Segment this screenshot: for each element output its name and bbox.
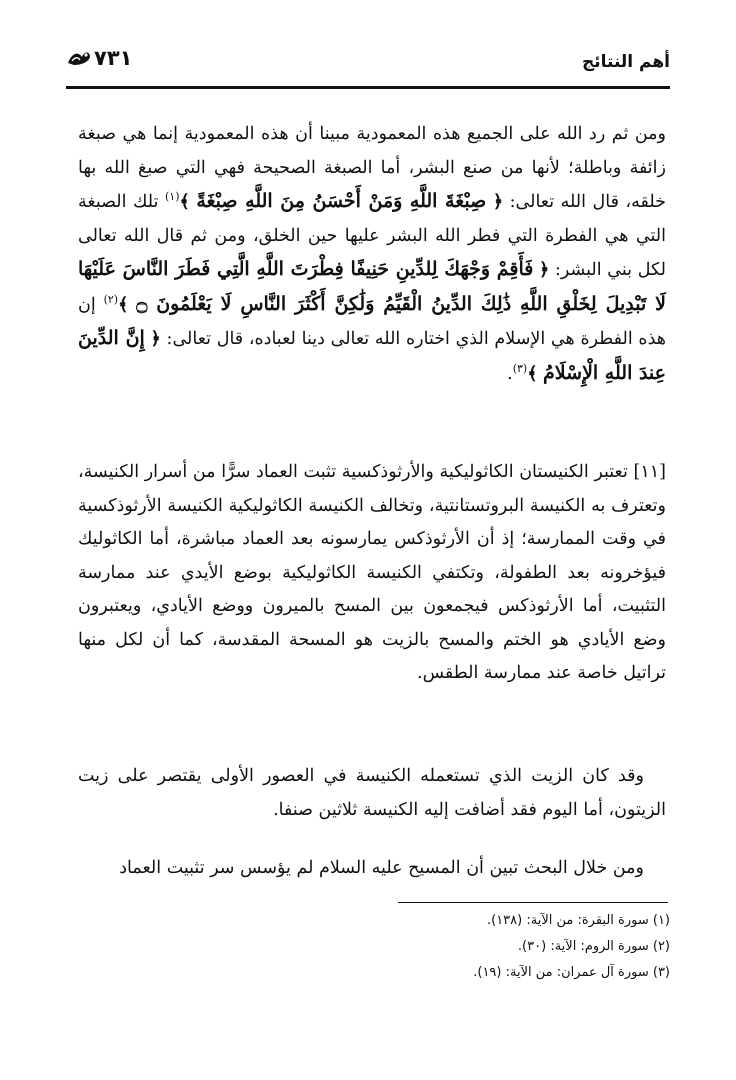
p1-line7b: إن هذه الفطرة هي الإسلام الذي اختاره الله تعالى دينا — [78, 294, 667, 349]
ornament-icon — [66, 47, 92, 69]
quran-open-1: ﴿ — [492, 192, 504, 212]
footnote-ref-3: (٣) — [512, 361, 528, 375]
paragraph-confirmation — [78, 456, 666, 691]
p1-line3a: بها خلقه، قال الله تعالى: — [78, 157, 666, 212]
page-number-block — [66, 46, 132, 70]
p3-text: وقد كان الزيت الذي تستعمله الكنيسة في العصور الأولى يقتصر على زيت الزيتون، أما اليوم فقد أضافت إليه الكنيسة ثلاثين صنفا. — [78, 766, 666, 820]
quran-verse-2: فَأَقِمْ وَجْهَكَ لِلدِّينِ حَنِيفًا فِطْرَتَ اللَّهِ الَّتِي فَطَرَ النَّاسَ عَلَيْهَا لَا تَبْدِيلَ لِخَلْقِ اللَّهِ ذَٰلِكَ الدِّينُ الْقَيِّمُ وَلَٰكِنَّ أَكْثَرَ النَّاسِ لَا يَعْلَمُونَ ۝ — [78, 258, 666, 315]
paragraph-oil — [78, 760, 666, 827]
quran-verse-3: إِنَّ الدِّينَ عِندَ اللَّهِ الْإِسْلَامُ — [78, 327, 666, 384]
paragraph-research — [78, 852, 666, 886]
quran-close-2: ﴾ — [118, 294, 129, 315]
page-header — [66, 44, 670, 84]
quran-open-3: ﴿ — [150, 329, 161, 349]
footnote-rule — [398, 902, 668, 903]
p1-line2: زائفة وباطلة؛ لأنها من صنع البشر، أما الصبغة الصحيحة فهي التي صبغ الله — [104, 157, 666, 178]
footnote-2: (٢) سورة الروم: الآية: (٣٠). — [517, 939, 670, 954]
p4-text: ومن خلال البحث تبين أن المسيح عليه السلام لم يؤسس سر تثبيت العماد — [119, 858, 644, 878]
p1-line4: الصبغة التي هي الفطرة التي فطر الله البشر عليها حين الخلق، ومن ثم قال — [78, 192, 666, 246]
p2-text: [١١] تعتبر الكنيستان الكاثوليكية والأرثوذكسية تثبت العماد سرًّا من أسرار الكنيسة، وتعترف به الكنيسة البروتستانتية، وتخالف الكنيسة الكاثوليكية الكنيسة الأرثوذكسية في وقت الممارسة؛ إذ أن الأرثوذكس يمارسونه بعد العماد مباشرة، أما الكاثوليك فيؤخرونه بعد الطفولة، وتكتفي الكنيسة الكاثوليكية بوضع الأيدي عند ممارسة التثبيت، أما الأرثوذكس فيجمعون بين المسح بالميرون ووضع الأيادي، ويعتبرون وضع الأيادي هو الختم والمسح بالزيت هو المسحة المقدسة، كما أن لكل منها تراتيل خاصة عند ممارسة الطقس. — [78, 462, 666, 683]
quran-close-3: ﴾ — [527, 363, 538, 384]
footnote-ref-1: (١) — [165, 190, 180, 204]
header-rule — [66, 86, 670, 89]
footnote-3: (٣) سورة آل عمران: من الآية: (١٩). — [473, 965, 670, 980]
running-title: أهم النتائج — [582, 52, 670, 72]
p1-line1: ومن ثم رد الله على الجميع هذه المعمودية مبينا أن هذه المعمودية إنما هي صبغة — [78, 124, 666, 144]
quran-open-2: ﴿ — [539, 260, 550, 280]
page-number: ٧٣١ — [94, 46, 133, 70]
p1-line8a: لعباده، قال تعالى: — [166, 329, 296, 349]
quran-close-1: ﴾ — [179, 192, 190, 212]
footnote-1: (١) سورة البقرة: من الآية: (١٣٨). — [486, 913, 670, 928]
footnote-ref-2: (٢) — [103, 292, 119, 306]
footnotes — [300, 908, 670, 986]
paragraph-baptism: ومن ثم رد الله على الجميع هذه المعمودية مبينا أن هذه المعمودية إنما هي صبغة زائفة وباطلة؛ لأنها من صنع البشر، أما الصبغة الصحيحة فهي التي صبغ الله بها خلقه، قال الله تعالى: ﴿ صِبْغَةَ اللَّهِ وَمَنْ أَحْسَنُ مِنَ اللَّهِ صِبْغَةً ﴾$^{(١)}$ تلك الصبغة التي هي الفطرة التي فطر الله البشر عليها حين الخلق، ومن ثم قال الله تعالى لكل بني البشر: ﴿ فَأَقِمْ وَجْهَكَ لِلدِّينِ حَنِيفًا فِطْرَتَ اللَّهِ الَّتِي فَطَرَ النَّاسَ عَلَيْهَا لَا تَبْدِيلَ لِخَلْقِ اللَّهِ ذَٰلِكَ الدِّينُ الْقَيِّمُ وَلَٰكِنَّ أَكْثَرَ النَّاسِ لَا يَعْلَمُونَ ۝ ﴾$^{(٢)}$ إن هذه الفطرة هي الإسلام الذي اختاره الله تعالى دينا لعباده، قال تعالى: ﴿ إِنَّ الدِّينَ عِندَ اللَّهِ الْإِسْلَامُ ﴾$^{(٣)}$. — [78, 124, 667, 384]
quran-verse-1: صِبْغَةَ اللَّهِ وَمَنْ أَحْسَنُ مِنَ اللَّهِ صِبْغَةً — [196, 190, 487, 212]
p1-line3b: تلك — [133, 192, 159, 212]
p1-line5a: الله تعالى لكل بني البشر: — [78, 225, 666, 280]
